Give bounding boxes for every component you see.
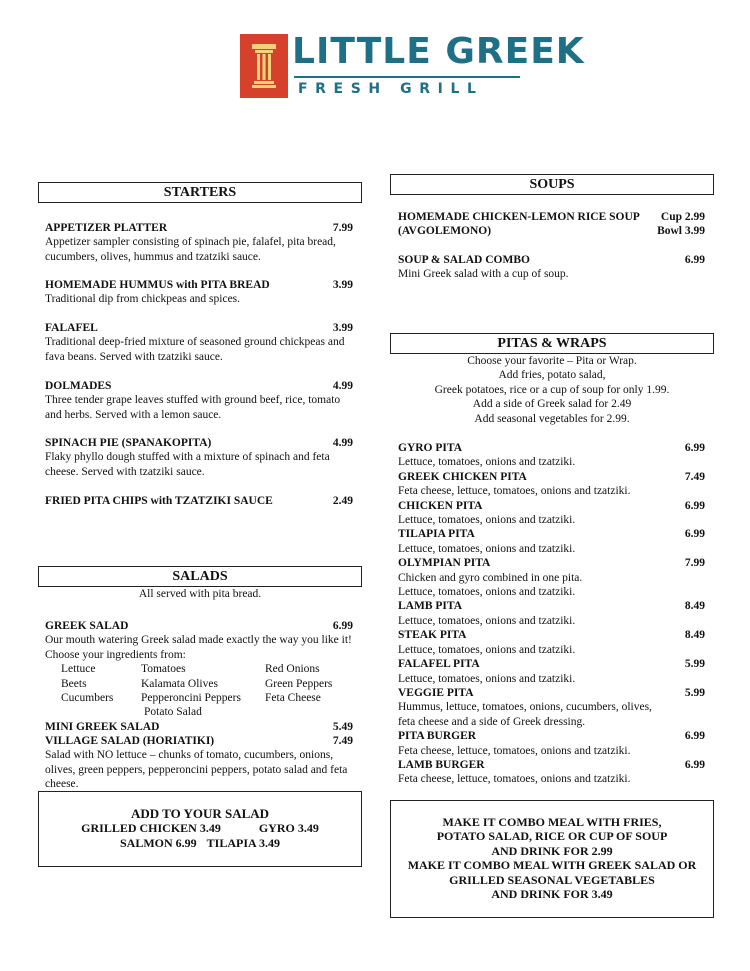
- logo-divider: [294, 76, 520, 78]
- item-price: 2.49: [332, 495, 353, 507]
- item-name: SPINACH PIE (SPANAKOPITA): [45, 437, 212, 449]
- item-name: GREEK SALAD: [45, 620, 129, 632]
- menu-item-olympian-pita: [398, 556, 705, 599]
- ingredient: Lettuce: [61, 663, 96, 676]
- item-price: 6.99: [684, 442, 705, 454]
- menu-item-mini-greek-salad: [45, 720, 353, 734]
- menu-item-steak-pita: [398, 628, 705, 657]
- item-description: Traditional dip from chickpeas and spices.: [45, 293, 241, 306]
- ingredient: Kalamata Olives: [141, 677, 218, 690]
- item-price: 5.99: [684, 658, 705, 671]
- ingredient: Feta Cheese: [265, 692, 321, 705]
- item-name: FALAFEL PITA: [398, 658, 480, 671]
- item-price: 6.99: [684, 758, 705, 771]
- item-description: Lettuce, tomatoes, onions and tzatziki.: [398, 614, 576, 627]
- item-description: Lettuce, tomatoes, onions and tzatziki.: [398, 456, 576, 469]
- item-name: MINI GREEK SALAD: [45, 721, 160, 733]
- item-name: LAMB PITA: [398, 600, 462, 613]
- combo-line: POTATO SALAD, RICE OR CUP OF SOUP: [436, 829, 668, 844]
- item-name: PITA BURGER: [398, 730, 477, 743]
- item-price: Cup 2.99: [660, 211, 705, 223]
- add-to-salad-title: ADD TO YOUR SALAD: [130, 806, 270, 821]
- pitas-intro-line: Add fries, potato salad,: [498, 369, 606, 382]
- menu-item-spinach-pie: [45, 436, 353, 479]
- ingredient: Green Peppers: [265, 677, 333, 690]
- item-name: OLYMPIAN PITA: [398, 557, 491, 570]
- combo-line: MAKE IT COMBO MEAL WITH FRIES,: [442, 815, 662, 829]
- item-price: 7.99: [332, 222, 353, 234]
- item-name: TILAPIA PITA: [398, 528, 475, 541]
- menu-item-lamb-burger: [398, 758, 705, 787]
- pitas-intro-line: Add a side of Greek salad for 2.49: [472, 398, 632, 411]
- menu-item-soup-salad-combo: [398, 253, 705, 282]
- item-description: Mini Greek salad with a cup of soup.: [398, 268, 569, 281]
- item-name: APPETIZER PLATTER: [45, 222, 168, 234]
- item-price: 4.99: [332, 380, 353, 392]
- soups-header: SOUPS: [390, 174, 714, 195]
- ingredient: Pepperoncini Peppers: [141, 692, 241, 705]
- ingredient: Red Onions: [265, 663, 320, 676]
- item-price-bowl: Bowl 3.99: [657, 225, 705, 238]
- item-price: 6.99: [332, 620, 353, 632]
- greek-column-icon: [252, 44, 276, 88]
- item-description: Traditional deep-fried mixture of seasoned ground chickpeas and fava beans. Served with tzatziki sauce.: [45, 336, 345, 363]
- item-name: HOMEMADE CHICKEN-LEMON RICE SOUP: [398, 211, 640, 223]
- item-price: 3.99: [332, 279, 353, 291]
- item-description: Appetizer sampler consisting of spinach pie, falafel, pita bread, cucumbers, olives, hummus and tzatziki sauce.: [45, 236, 336, 263]
- item-description: Salad with NO lettuce – chunks of tomato, cucumbers, onions, olives, green peppers, pepperoncini peppers, potato salad and feta cheese.: [45, 749, 348, 791]
- starters-header: STARTERS: [38, 182, 362, 203]
- menu-item-gyro-pita: [398, 441, 705, 470]
- item-description: Flaky phyllo dough stuffed with a mixture of spinach and feta cheese. Served with tzatziki sauce.: [45, 451, 330, 478]
- brand-tagline: FRESH GRILL: [298, 81, 484, 97]
- item-description: Lettuce, tomatoes, onions and tzatziki.: [398, 514, 576, 527]
- item-price: 6.99: [684, 254, 705, 266]
- menu-item-avgolemono: [398, 210, 705, 239]
- add-on-salmon: SALMON 6.99: [119, 835, 197, 850]
- combo-box: [390, 800, 714, 918]
- item-description: Hummus, lettuce, tomatoes, onions, cucumbers, olives,: [398, 701, 652, 714]
- item-name: VEGGIE PITA: [398, 686, 474, 699]
- pitas-intro-line: Add seasonal vegetables for 2.99.: [474, 412, 630, 425]
- menu-item-tilapia-pita: [398, 527, 705, 556]
- item-name: SOUP & SALAD COMBO: [398, 254, 530, 266]
- add-on-tilapia: TILAPIA 3.49: [206, 835, 281, 850]
- item-price: 6.99: [684, 730, 705, 743]
- menu-item-hummus: [45, 278, 353, 307]
- item-price: 7.49: [332, 735, 353, 747]
- item-price: 5.49: [332, 721, 353, 733]
- pitas-intro-line: Choose your favorite – Pita or Wrap.: [467, 355, 637, 367]
- item-price: 3.99: [332, 322, 353, 334]
- menu-item-pita-chips: [45, 494, 353, 508]
- menu-item-falafel-pita: [398, 657, 705, 686]
- combo-line: MAKE IT COMBO MEAL WITH GREEK SALAD OR: [407, 858, 697, 873]
- item-description: Three tender grape leaves stuffed with ground beef, rice, tomato and herbs. Served with a lemon sauce.: [45, 394, 341, 421]
- pitas-intro: [390, 354, 714, 426]
- menu-item-greek-salad: [45, 619, 353, 720]
- item-name: DOLMADES: [45, 380, 112, 392]
- salads-subtitle: All served with pita bread.: [138, 588, 262, 600]
- add-to-salad-box: [38, 791, 362, 867]
- item-price: 6.99: [684, 528, 705, 541]
- menu-item-greek-chicken-pita: [398, 470, 705, 499]
- item-description: Our mouth watering Greek salad made exactly the way you like it! Choose your ingredients from:: [45, 634, 352, 661]
- ingredient-grid: [61, 662, 353, 720]
- item-name: HOMEMADE HUMMUS with PITA BREAD: [45, 279, 270, 291]
- ingredient: Potato Salad: [144, 706, 202, 719]
- item-description: Feta cheese, lettuce, tomatoes, onions and tzatziki.: [398, 744, 631, 757]
- item-description: Chicken and gyro combined in one pita.: [398, 571, 583, 584]
- item-price: 5.99: [684, 686, 705, 699]
- combo-line: AND DRINK FOR 2.99: [491, 843, 613, 858]
- ingredient: Cucumbers: [61, 692, 114, 705]
- ingredient: Tomatoes: [141, 663, 186, 676]
- item-description: Lettuce, tomatoes, onions and tzatziki.: [398, 542, 576, 555]
- item-name: STEAK PITA: [398, 629, 467, 642]
- add-on-grilled-chicken: GRILLED CHICKEN 3.49: [81, 821, 221, 836]
- menu-item-dolmades: [45, 379, 353, 422]
- add-on-gyro: GYRO 3.49: [258, 821, 319, 836]
- combo-line: GRILLED SEASONAL VEGETABLES: [449, 872, 655, 887]
- item-name-sub: (AVGOLEMONO): [398, 225, 492, 238]
- pitas-header: PITAS & WRAPS: [390, 333, 714, 354]
- item-name: GREEK CHICKEN PITA: [398, 470, 527, 483]
- item-name: VILLAGE SALAD (HORIATIKI): [45, 735, 215, 747]
- ingredient: Beets: [61, 677, 87, 690]
- item-description: feta cheese and a side of Greek dressing.: [398, 715, 586, 728]
- combo-line: AND DRINK FOR 3.49: [491, 887, 613, 902]
- item-name: CHICKEN PITA: [398, 499, 483, 512]
- menu-item-pita-burger: [398, 729, 705, 758]
- menu-item-falafel: [45, 321, 353, 364]
- item-name: FALAFEL: [45, 322, 98, 334]
- pitas-intro-line: Greek potatoes, rice or a cup of soup for only 1.99.: [434, 383, 670, 396]
- salads-header: SALADS: [38, 566, 362, 587]
- item-name: LAMB BURGER: [398, 758, 485, 771]
- item-description: Feta cheese, lettuce, tomatoes, onions and tzatziki.: [398, 773, 631, 786]
- item-name: FRIED PITA CHIPS with TZATZIKI SAUCE: [45, 495, 273, 507]
- item-price: 6.99: [684, 499, 705, 512]
- item-description: Lettuce, tomatoes, onions and tzatziki.: [398, 643, 576, 656]
- item-price: 4.99: [332, 437, 353, 449]
- menu-item-lamb-pita: [398, 599, 705, 628]
- menu-item-village-salad: [45, 734, 353, 792]
- item-price: 8.49: [684, 600, 705, 613]
- pitas-list: [398, 441, 705, 787]
- item-description: Lettuce, tomatoes, onions and tzatziki.: [398, 672, 576, 685]
- item-description: Feta cheese, lettuce, tomatoes, onions and tzatziki.: [398, 485, 631, 498]
- ingredient: [265, 705, 395, 719]
- menu-item-veggie-pita: [398, 686, 705, 729]
- item-price: 8.49: [684, 629, 705, 642]
- menu-item-appetizer-platter: [45, 221, 353, 264]
- menu-item-chicken-pita: [398, 499, 705, 528]
- item-price: 7.99: [684, 557, 705, 570]
- brand-name: LITTLE GREEK: [292, 31, 585, 72]
- ingredient: [61, 705, 141, 719]
- item-price: 7.49: [684, 470, 705, 483]
- item-description: Lettuce, tomatoes, onions and tzatziki.: [398, 586, 576, 599]
- item-name: GYRO PITA: [398, 442, 462, 454]
